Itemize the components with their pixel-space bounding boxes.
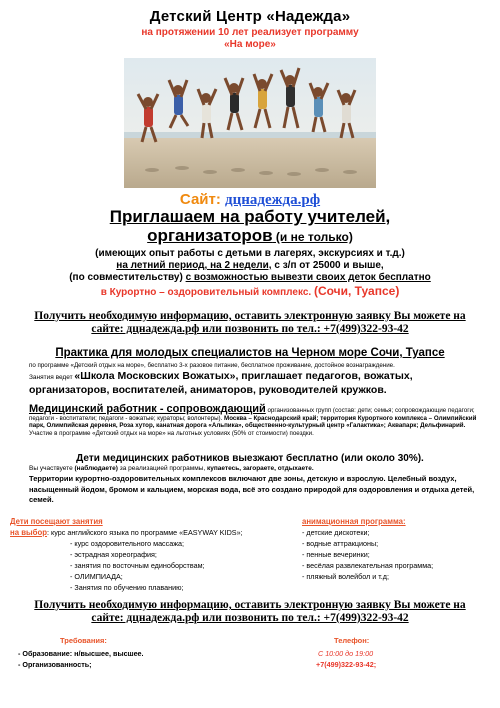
animation-heading: анимационная программа: [302, 517, 406, 526]
complex-text: в Курортно – оздоровительный комплекс. [100, 287, 314, 298]
period-underlined: на летний период, на 2 недели, [116, 260, 272, 271]
school-paragraph [29, 370, 484, 397]
classes-item: - эстрадная хореография; [70, 550, 157, 559]
experience-requirement: (имеющих опыт работы с детьми в лагерях, экскурсиях и т.д.) [95, 248, 405, 259]
compat-underlined: с возможностью вывезти своих деток бесплатно [185, 272, 431, 283]
medical-text-3: Участие в программе «Детский отдых на море» на льготных условиях (50% от стоимости) поездки. [29, 429, 314, 437]
contact-cta-top[interactable] [0, 310, 500, 336]
practice-heading: Практика для молодых специалистов на Черном море Сочи, Туапсе [55, 347, 445, 359]
part-bold-1: (наблюдаете) [74, 465, 118, 472]
medical-heading: Медицинский работник - сопровождающий [29, 403, 266, 415]
classes-subheading: на выбор [10, 528, 48, 537]
classes-item: - занятия по восточным единоборствам; [70, 561, 205, 570]
subtitle-line-2: «На море» [224, 39, 276, 50]
animation-item: - пенные вечеринки; [302, 550, 370, 559]
complex-location: (Сочи, Туапсе) [313, 284, 400, 298]
classes-heading: Дети посещают занятия [10, 517, 103, 526]
invite-line-2 [0, 226, 500, 247]
medical-route: Москва – Краснодарский край; территория Курортного комплекса – Олимпийский парк, Олимпийская деревня, Роза хутор, канатная дорога «Альпика», общественно-культурный центр «Галактика»; Аквапарк; Дельфинарий. [29, 414, 477, 429]
practice-description: по программе «Детский отдых на море», бесплатно 3-х разовое питание, бесплатное проживание, достойное вознаграждение. [29, 362, 395, 369]
requirements-heading: Требования: [60, 636, 107, 645]
school-text: «Школа Московских Вожатых», приглашает педагогов, вожатых, организаторов, воспитателей, аниматоров, руководителей кружков. [29, 370, 413, 396]
phone-hours: С 10:00 до 19:00 [318, 649, 374, 658]
territory-paragraph: Территории курортно-оздоровительных комплексов включают две зоны, детскую и взрослую. Целебный воздух, насыщенный йодом, бромом и кальцием, морская вода, всё это создано природой для оздоровления и отдыха детей, семей. [29, 474, 475, 504]
period-line [0, 260, 500, 271]
classes-item: - курс оздоровительного массажа; [70, 539, 185, 548]
phone-heading: Телефон: [334, 636, 370, 645]
cta-line-1: Получить необходимую информацию, оставить электронную заявку Вы можете на [34, 310, 466, 322]
animation-item: - пляжный волейбол и т.д; [302, 572, 389, 581]
medical-paragraph [29, 403, 484, 437]
school-prefix: Занятия ведет [29, 374, 75, 381]
beach-jump-photo [124, 58, 376, 188]
part-mid: за реализацией программы, [117, 465, 207, 472]
classes-item: - Занятия по обучению плаванию; [70, 583, 184, 592]
invite-heading [0, 207, 500, 247]
invite-line-1: Приглашаем на работу учителей, [109, 207, 391, 226]
invite-line-2-small: (и не только) [272, 230, 353, 244]
salary-text: с з/п от 25000 и выше, [271, 260, 384, 271]
cta-line-1: Получить необходимую информацию, оставить электронную заявку Вы можете на [34, 599, 466, 611]
participation-line [29, 465, 484, 472]
compat-text: (по совместительству) [69, 272, 186, 283]
animation-item: - весёлая развлекательная программа; [302, 561, 434, 570]
phone-number[interactable]: +7(499)322-93-42; [316, 660, 377, 669]
free-for-children-line: Дети медицинских работников выезжают бесплатно (или около 30%). [76, 453, 424, 464]
classes-item: - ОЛИМПИАДА; [70, 572, 123, 581]
medical-text-1: организованных групп (состав: дети; семья; сопровождающие педагоги; педагоги - воспитатели; педагоги - вожатые; кураторы; волонтеры). [29, 407, 475, 422]
animation-item: - детские дискотеки; [302, 528, 370, 537]
site-link[interactable]: дцнадежда.рф [225, 192, 321, 208]
part-bold-2: купаетесь, загораете, отдыхаете. [206, 465, 314, 472]
requirement-organization: - Организованность; [18, 660, 92, 669]
page-title: Детский Центр «Надежда» [149, 8, 351, 25]
classes-item-text: : курс английского языка по программе «EASYWAY KIDS»; [47, 528, 243, 537]
compat-line [0, 272, 500, 283]
part-pre: Вы участвуете [29, 465, 75, 472]
animation-column [302, 516, 492, 582]
cta-line-2: сайте: дцнадежда.рф или позвонить по тел.: +7(499)322-93-42 [91, 612, 409, 624]
animation-item: - водные аттракционы; [302, 539, 379, 548]
requirement-education: - Образование: н/высшее, высшее. [18, 649, 144, 658]
complex-line [0, 284, 500, 298]
site-label: Сайт: [179, 191, 221, 208]
classes-item [10, 527, 300, 538]
contact-cta-bottom[interactable] [0, 599, 500, 625]
subtitle-line-1: на протяжении 10 лет реализует программу [141, 27, 359, 38]
activity-lists [10, 516, 490, 594]
cta-line-2: сайте: дцнадежда.рф или позвонить по тел.: +7(499)322-93-42 [91, 323, 409, 335]
classes-column [10, 516, 300, 593]
invite-line-2-main: организаторов [147, 226, 273, 245]
